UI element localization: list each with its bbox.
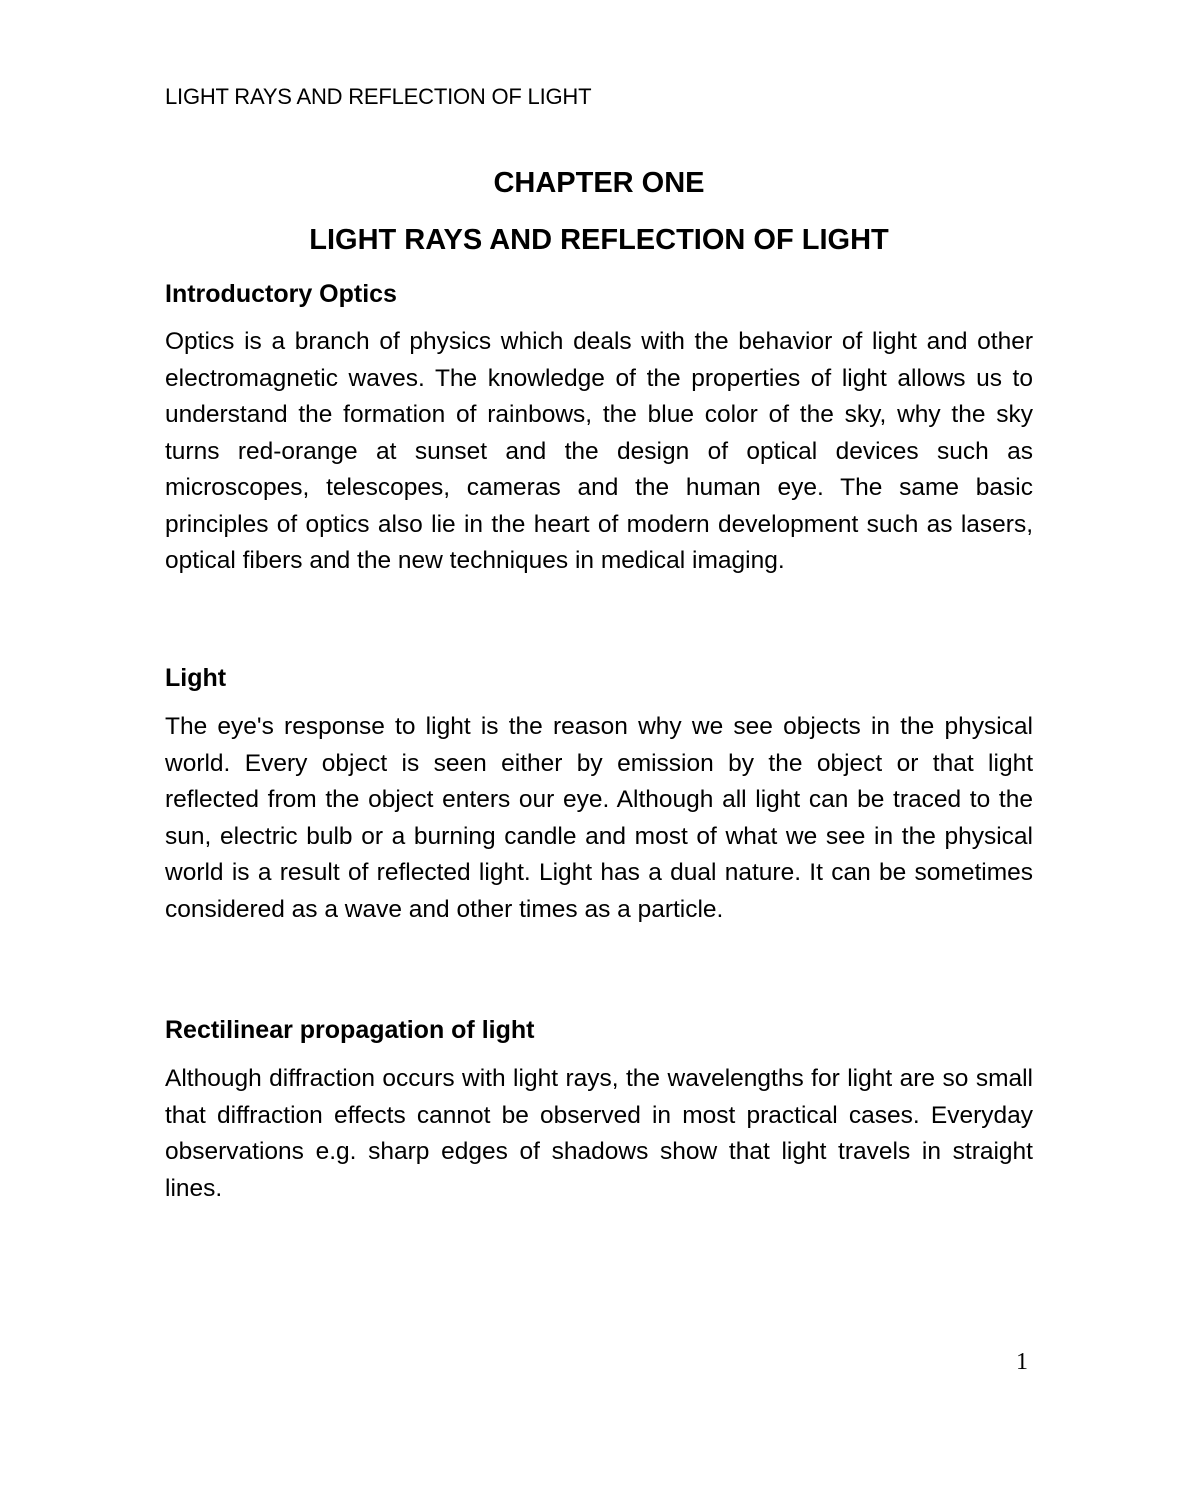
chapter-label: CHAPTER ONE [493, 167, 705, 199]
paragraph-light: The eye's response to light is the reason why we see objects in the physical world. Every object is seen either by emission by the object or that light reflected from the object enters our eye. Although all light can be traced to the sun, electric bulb or a burning candle and most of what we see in the physical world is a result of reflected light. Light has a dual nature. It can be sometimes considered as a wave and other times as a particle. [165, 713, 1033, 923]
paragraph-rectilinear-propagation: Although diffraction occurs with light rays, the wavelengths for light are so small that diffraction effects cannot be observed in most practical cases. Everyday observations e.g. sharp edges of shadows show that light travels in straight lines. [165, 1065, 1033, 1202]
chapter-title: LIGHT RAYS AND REFLECTION OF LIGHT [309, 224, 889, 256]
section-heading-light: Light [165, 664, 227, 692]
section-heading-rectilinear-propagation: Rectilinear propagation of light [165, 1016, 535, 1044]
section-heading-introductory-optics: Introductory Optics [165, 280, 397, 308]
page-number: 1 [1016, 1349, 1028, 1375]
paragraph-introductory-optics: Optics is a branch of physics which deals with the behavior of light and other electromagnetic waves. The knowledge of the properties of light allows us to understand the formation of rainbows, the blue color of the sky, why the sky turns red-orange at sunset and the design of optical devices such as microscopes, telescopes, cameras and the human eye. The same basic principles of optics also lie in the heart of modern development such as lasers, optical fibers and the new techniques in medical imaging. [165, 328, 1033, 574]
running-header: LIGHT RAYS AND REFLECTION OF LIGHT [165, 84, 592, 109]
